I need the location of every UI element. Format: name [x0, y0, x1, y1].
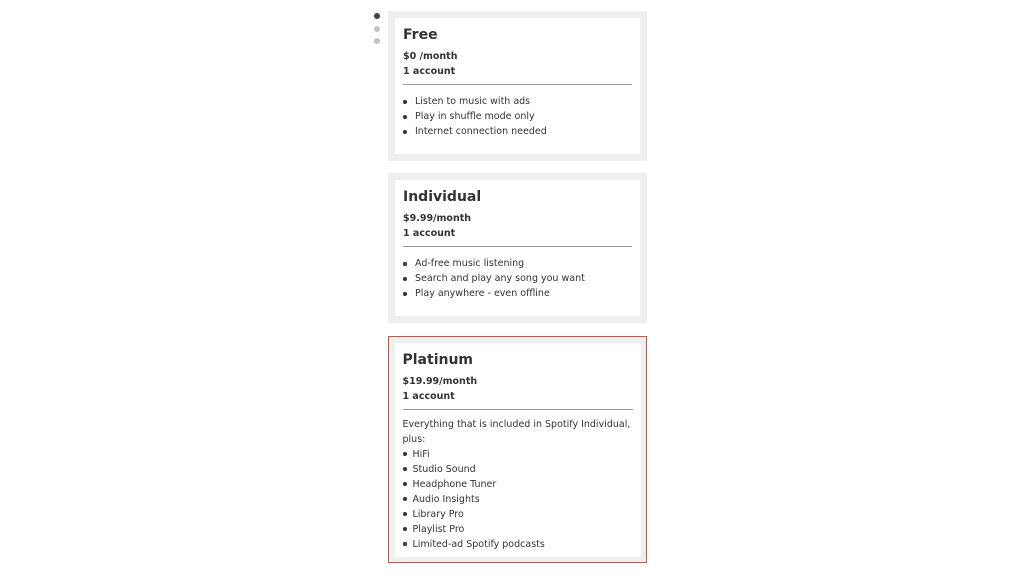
feature-item: Ad-free music listening: [403, 256, 632, 271]
plan-name: Free: [403, 27, 438, 43]
pager-dot-3[interactable]: [374, 38, 380, 44]
feature-item: Limited-ad Spotify podcasts: [403, 537, 633, 552]
plan-card-platinum[interactable]: [388, 336, 647, 563]
carousel-pager: [374, 13, 381, 51]
feature-item: Play in shuffle mode only: [403, 109, 632, 124]
plan-accounts: 1 account: [403, 66, 456, 77]
plan-price: $9.99/month: [403, 213, 472, 224]
pager-dot-1[interactable]: [374, 13, 380, 19]
plan-price: $0 /month: [403, 51, 458, 62]
plan-name: Platinum: [402, 351, 474, 368]
divider: [403, 246, 632, 247]
feature-item: Studio Sound: [403, 462, 633, 477]
plan-card-individual[interactable]: [388, 173, 647, 323]
feature-item: Listen to music with ads: [403, 94, 632, 109]
feature-item: Headphone Tuner: [403, 477, 633, 492]
pager-dot-2[interactable]: [374, 26, 380, 32]
plan-price: $19.99/month: [402, 375, 478, 387]
feature-item: Library Pro: [403, 507, 633, 522]
feature-item: HiFi: [403, 447, 633, 462]
feature-item: Play anywhere - even offline: [403, 286, 632, 301]
plan-card-body: [395, 18, 640, 154]
feature-item: Internet connection needed: [403, 124, 632, 139]
feature-list: [403, 94, 632, 139]
plan-intro: Everything that is included in Spotify Individual, plus:: [402, 418, 631, 445]
plan-card-body: [395, 343, 641, 557]
divider: [403, 409, 633, 410]
plan-accounts: 1 account: [403, 228, 456, 239]
plan-name: Individual: [403, 189, 482, 205]
feature-item: Playlist Pro: [403, 522, 633, 537]
feature-item: Audio Insights: [403, 492, 633, 507]
feature-item: Search and play any song you want: [403, 271, 632, 286]
plan-card-free[interactable]: [388, 11, 647, 161]
divider: [403, 84, 632, 85]
feature-list: [403, 256, 632, 301]
plan-accounts: 1 account: [402, 390, 455, 402]
feature-list: [403, 447, 633, 552]
plan-card-body: [395, 180, 640, 316]
